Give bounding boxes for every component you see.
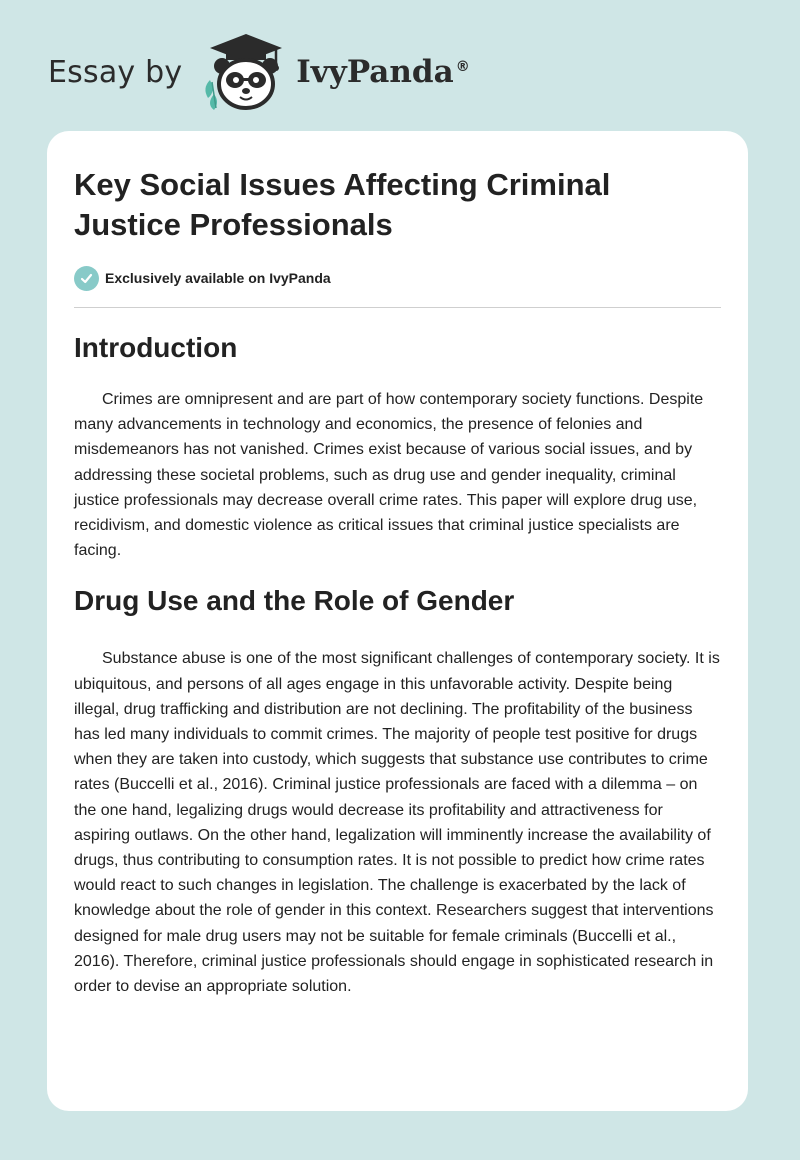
check-icon <box>74 266 99 291</box>
exclusive-badge <box>74 265 721 291</box>
exclusive-label: Exclusively available on IvyPanda <box>105 270 331 286</box>
brand-prefix: Essay by <box>48 54 183 90</box>
brand-name: IvyPanda ® <box>296 54 470 90</box>
panda-graduate-icon <box>200 32 290 112</box>
section-paragraph-introduction: Crimes are omnipresent and are part of how contemporary society functions. Despite many advancements in technology and economics, the presence of felonies and misdemeanors has not vanished. Crimes exist because of various social issues, and by addressing these societal problems, such as drug use and gender inequality, criminal justice professionals may decrease overall crime rates. This paper will explore drug use, recidivism, and domestic violence as critical issues that criminal justice specialists are facing. <box>74 391 704 560</box>
essay-card <box>47 131 748 1111</box>
brand-header[interactable] <box>48 32 470 112</box>
section-heading-introduction: Introduction <box>74 332 238 363</box>
title-divider <box>74 307 721 308</box>
section-heading-drug-use: Drug Use and the Role of Gender <box>74 585 515 617</box>
page-title: Key Social Issues Affecting Criminal Justice Professionals <box>74 167 611 242</box>
section-paragraph-drug-use: Substance abuse is one of the most significant challenges of contemporary society. It is ubiquitous, and persons of all ages engage in this unfavorable activity. Despite being illegal, drug trafficking and distribution are not declining. The profitability of the business has led many individuals to commit crimes. The majority of people test positive for drugs when they are taken into custody, which suggests that substance use contributes to crime rates (Buccelli et al., 2016). Criminal justice professionals are faced with a dilemma – on the one hand, legalizing drugs would decrease its profitability and attractiveness for aspiring outlaws. On the other hand, legalization will imminently increase the availability of drugs, thus contributing to consumption rates. It is not possible to predict how crime rates would react to such changes in legislation. The challenge is exacerbated by the lack of knowledge about the role of gender in this context. Researchers suggest that interventions designed for male drug users may not be suitable for female criminals (Buccelli et al., 2016). Therefore, criminal justice professionals should engage in sophisticated research in order to devise an appropriate solution. <box>74 650 720 996</box>
registered-mark: ® <box>455 58 470 75</box>
